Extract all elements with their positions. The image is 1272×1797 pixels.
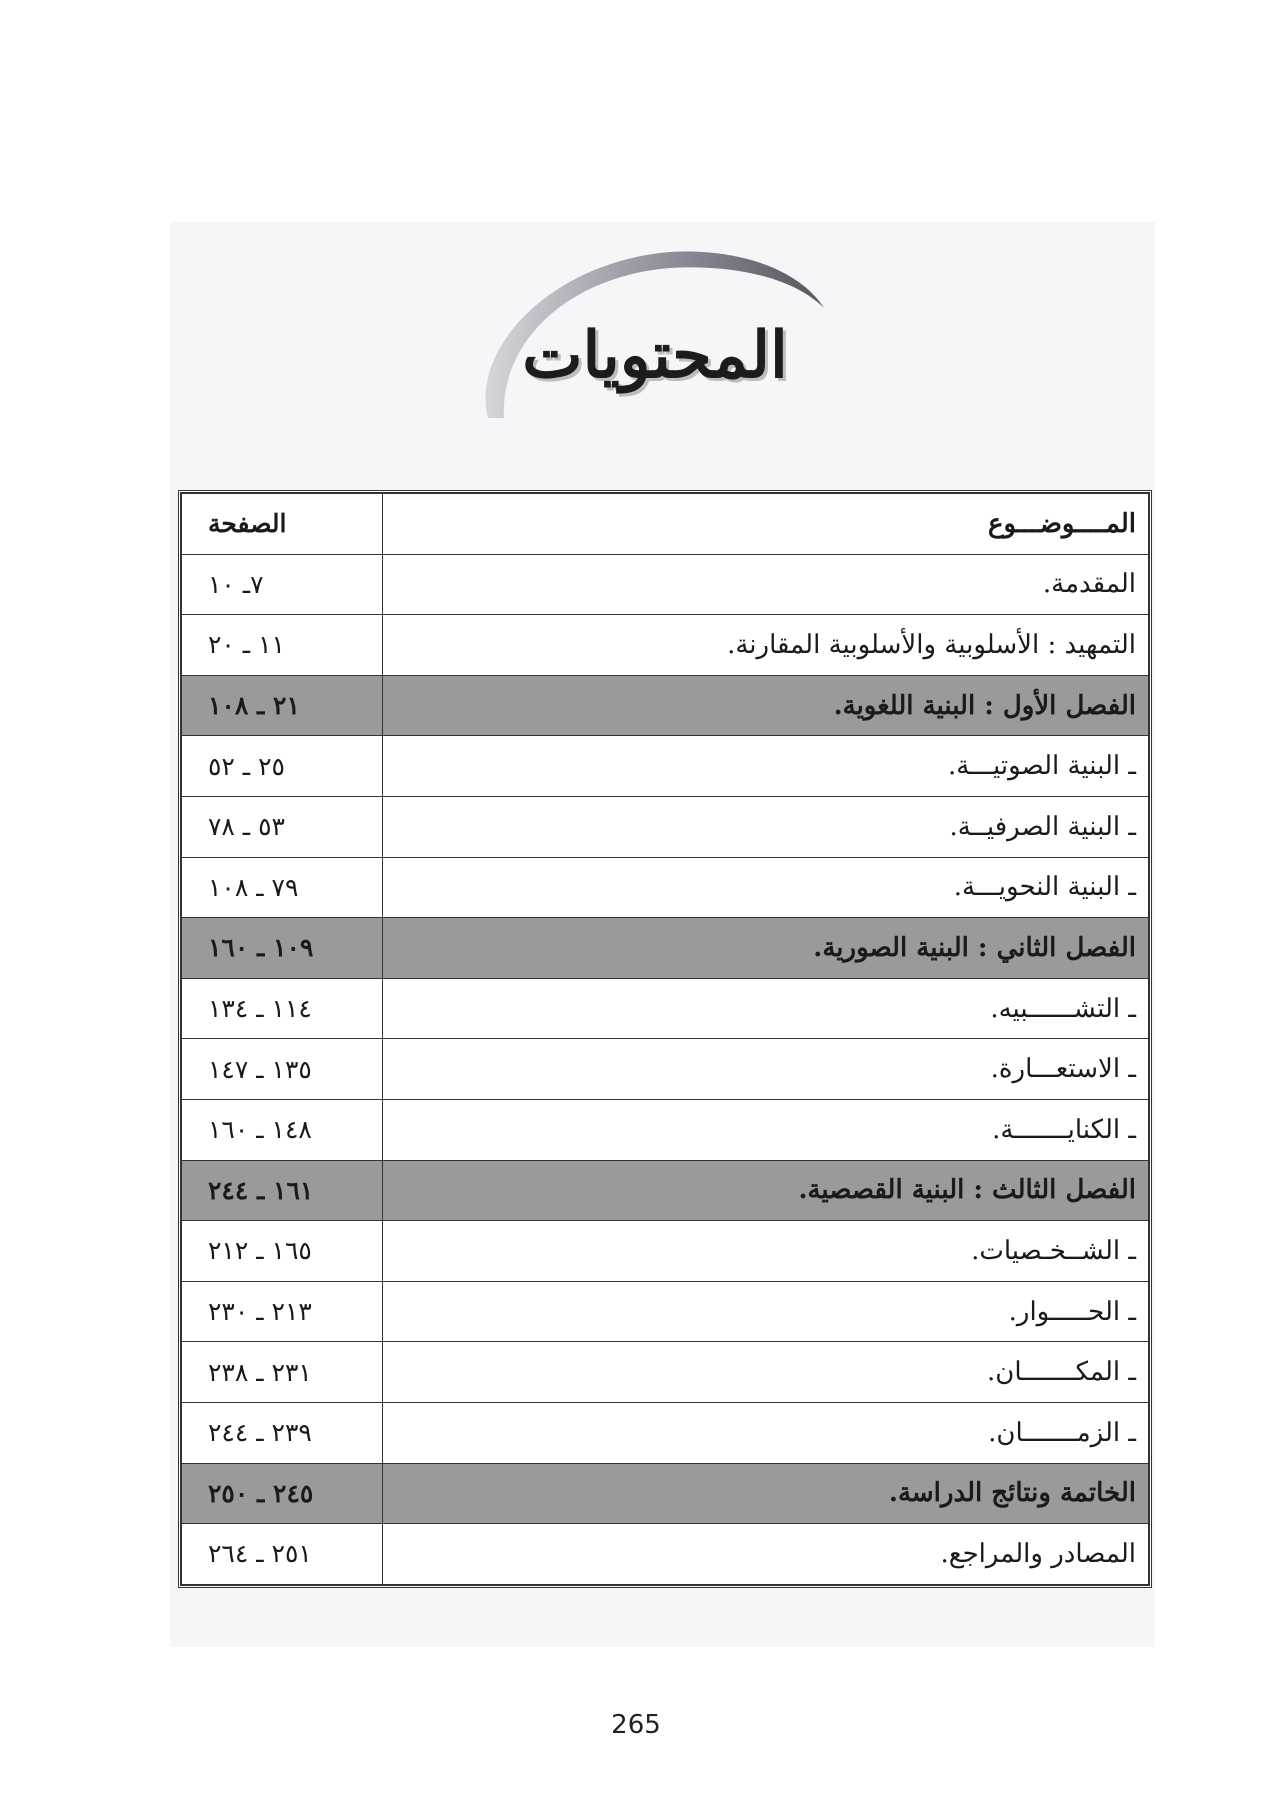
row-pages: ١٤٨ ـ ١٦٠ (182, 1099, 383, 1160)
table-row (182, 736, 1149, 797)
row-topic: ـ الحـــــوار. (383, 1281, 1149, 1342)
row-pages: ٢٣١ ـ ٢٣٨ (182, 1342, 383, 1403)
row-topic: المقدمة. (383, 554, 1149, 615)
table-header-row (182, 494, 1149, 555)
table-row (182, 857, 1149, 918)
row-topic: الفصل الثاني : البنية الصورية. (383, 918, 1149, 979)
row-pages: ١١ ـ ٢٠ (182, 615, 383, 676)
table-row (182, 1524, 1149, 1585)
row-topic: ـ الاستعـــارة. (383, 1039, 1149, 1100)
row-topic: الخاتمة ونتائج الدراسة. (383, 1463, 1149, 1524)
row-pages: ١٦١ ـ ٢٤٤ (182, 1160, 383, 1221)
row-pages: ١٠٩ ـ ١٦٠ (182, 918, 383, 979)
table-row (182, 1039, 1149, 1100)
table-row (182, 1402, 1149, 1463)
table-row (182, 615, 1149, 676)
table-row (182, 1099, 1149, 1160)
row-pages: ٢٥ ـ ٥٢ (182, 736, 383, 797)
row-pages: ٢٣٩ ـ ٢٤٤ (182, 1402, 383, 1463)
table-row (182, 675, 1149, 736)
row-pages: ١١٤ ـ ١٣٤ (182, 978, 383, 1039)
row-topic: الفصل الأول : البنية اللغوية. (383, 675, 1149, 736)
row-pages: ٧٩ ـ ١٠٨ (182, 857, 383, 918)
row-topic: ـ البنية الصوتيـــة. (383, 736, 1149, 797)
table-row (182, 1281, 1149, 1342)
page-title: المحتويات (522, 318, 788, 393)
row-pages: ٢٤٥ ـ ٢٥٠ (182, 1463, 383, 1524)
row-topic: الفصل الثالث : البنية القصصية. (383, 1160, 1149, 1221)
title-block (470, 240, 840, 430)
row-topic: ـ الكنايـــــــة. (383, 1099, 1149, 1160)
row-topic: ـ المكـــــــان. (383, 1342, 1149, 1403)
table-row (182, 1221, 1149, 1282)
table-row (182, 978, 1149, 1039)
row-pages: ٧ـ ١٠ (182, 554, 383, 615)
row-pages: ٥٣ ـ ٧٨ (182, 796, 383, 857)
row-topic: ـ الزمـــــــان. (383, 1402, 1149, 1463)
table-row (182, 1463, 1149, 1524)
contents-table (178, 490, 1152, 1588)
row-topic: التمهيد : الأسلوبية والأسلوبية المقارنة. (383, 615, 1149, 676)
row-pages: ٢١ ـ ١٠٨ (182, 675, 383, 736)
row-pages: ٢١٣ ـ ٢٣٠ (182, 1281, 383, 1342)
row-topic: ـ البنية الصرفيــة. (383, 796, 1149, 857)
row-pages: ١٣٥ ـ ١٤٧ (182, 1039, 383, 1100)
row-topic: ـ التشــــــبيه. (383, 978, 1149, 1039)
table-row (182, 1160, 1149, 1221)
table-row (182, 918, 1149, 979)
row-topic: المصادر والمراجع. (383, 1524, 1149, 1585)
row-topic: ـ الشــخـصيات. (383, 1221, 1149, 1282)
row-topic: ـ البنية النحويـــة. (383, 857, 1149, 918)
row-pages: ٢٥١ ـ ٢٦٤ (182, 1524, 383, 1585)
row-pages: ١٦٥ ـ ٢١٢ (182, 1221, 383, 1282)
header-pages: الصفحة (182, 494, 383, 555)
table-row (182, 554, 1149, 615)
table-row (182, 796, 1149, 857)
table-row (182, 1342, 1149, 1403)
header-topic: المــــوضـــوع (383, 494, 1149, 555)
page-number: 265 (611, 1710, 661, 1740)
